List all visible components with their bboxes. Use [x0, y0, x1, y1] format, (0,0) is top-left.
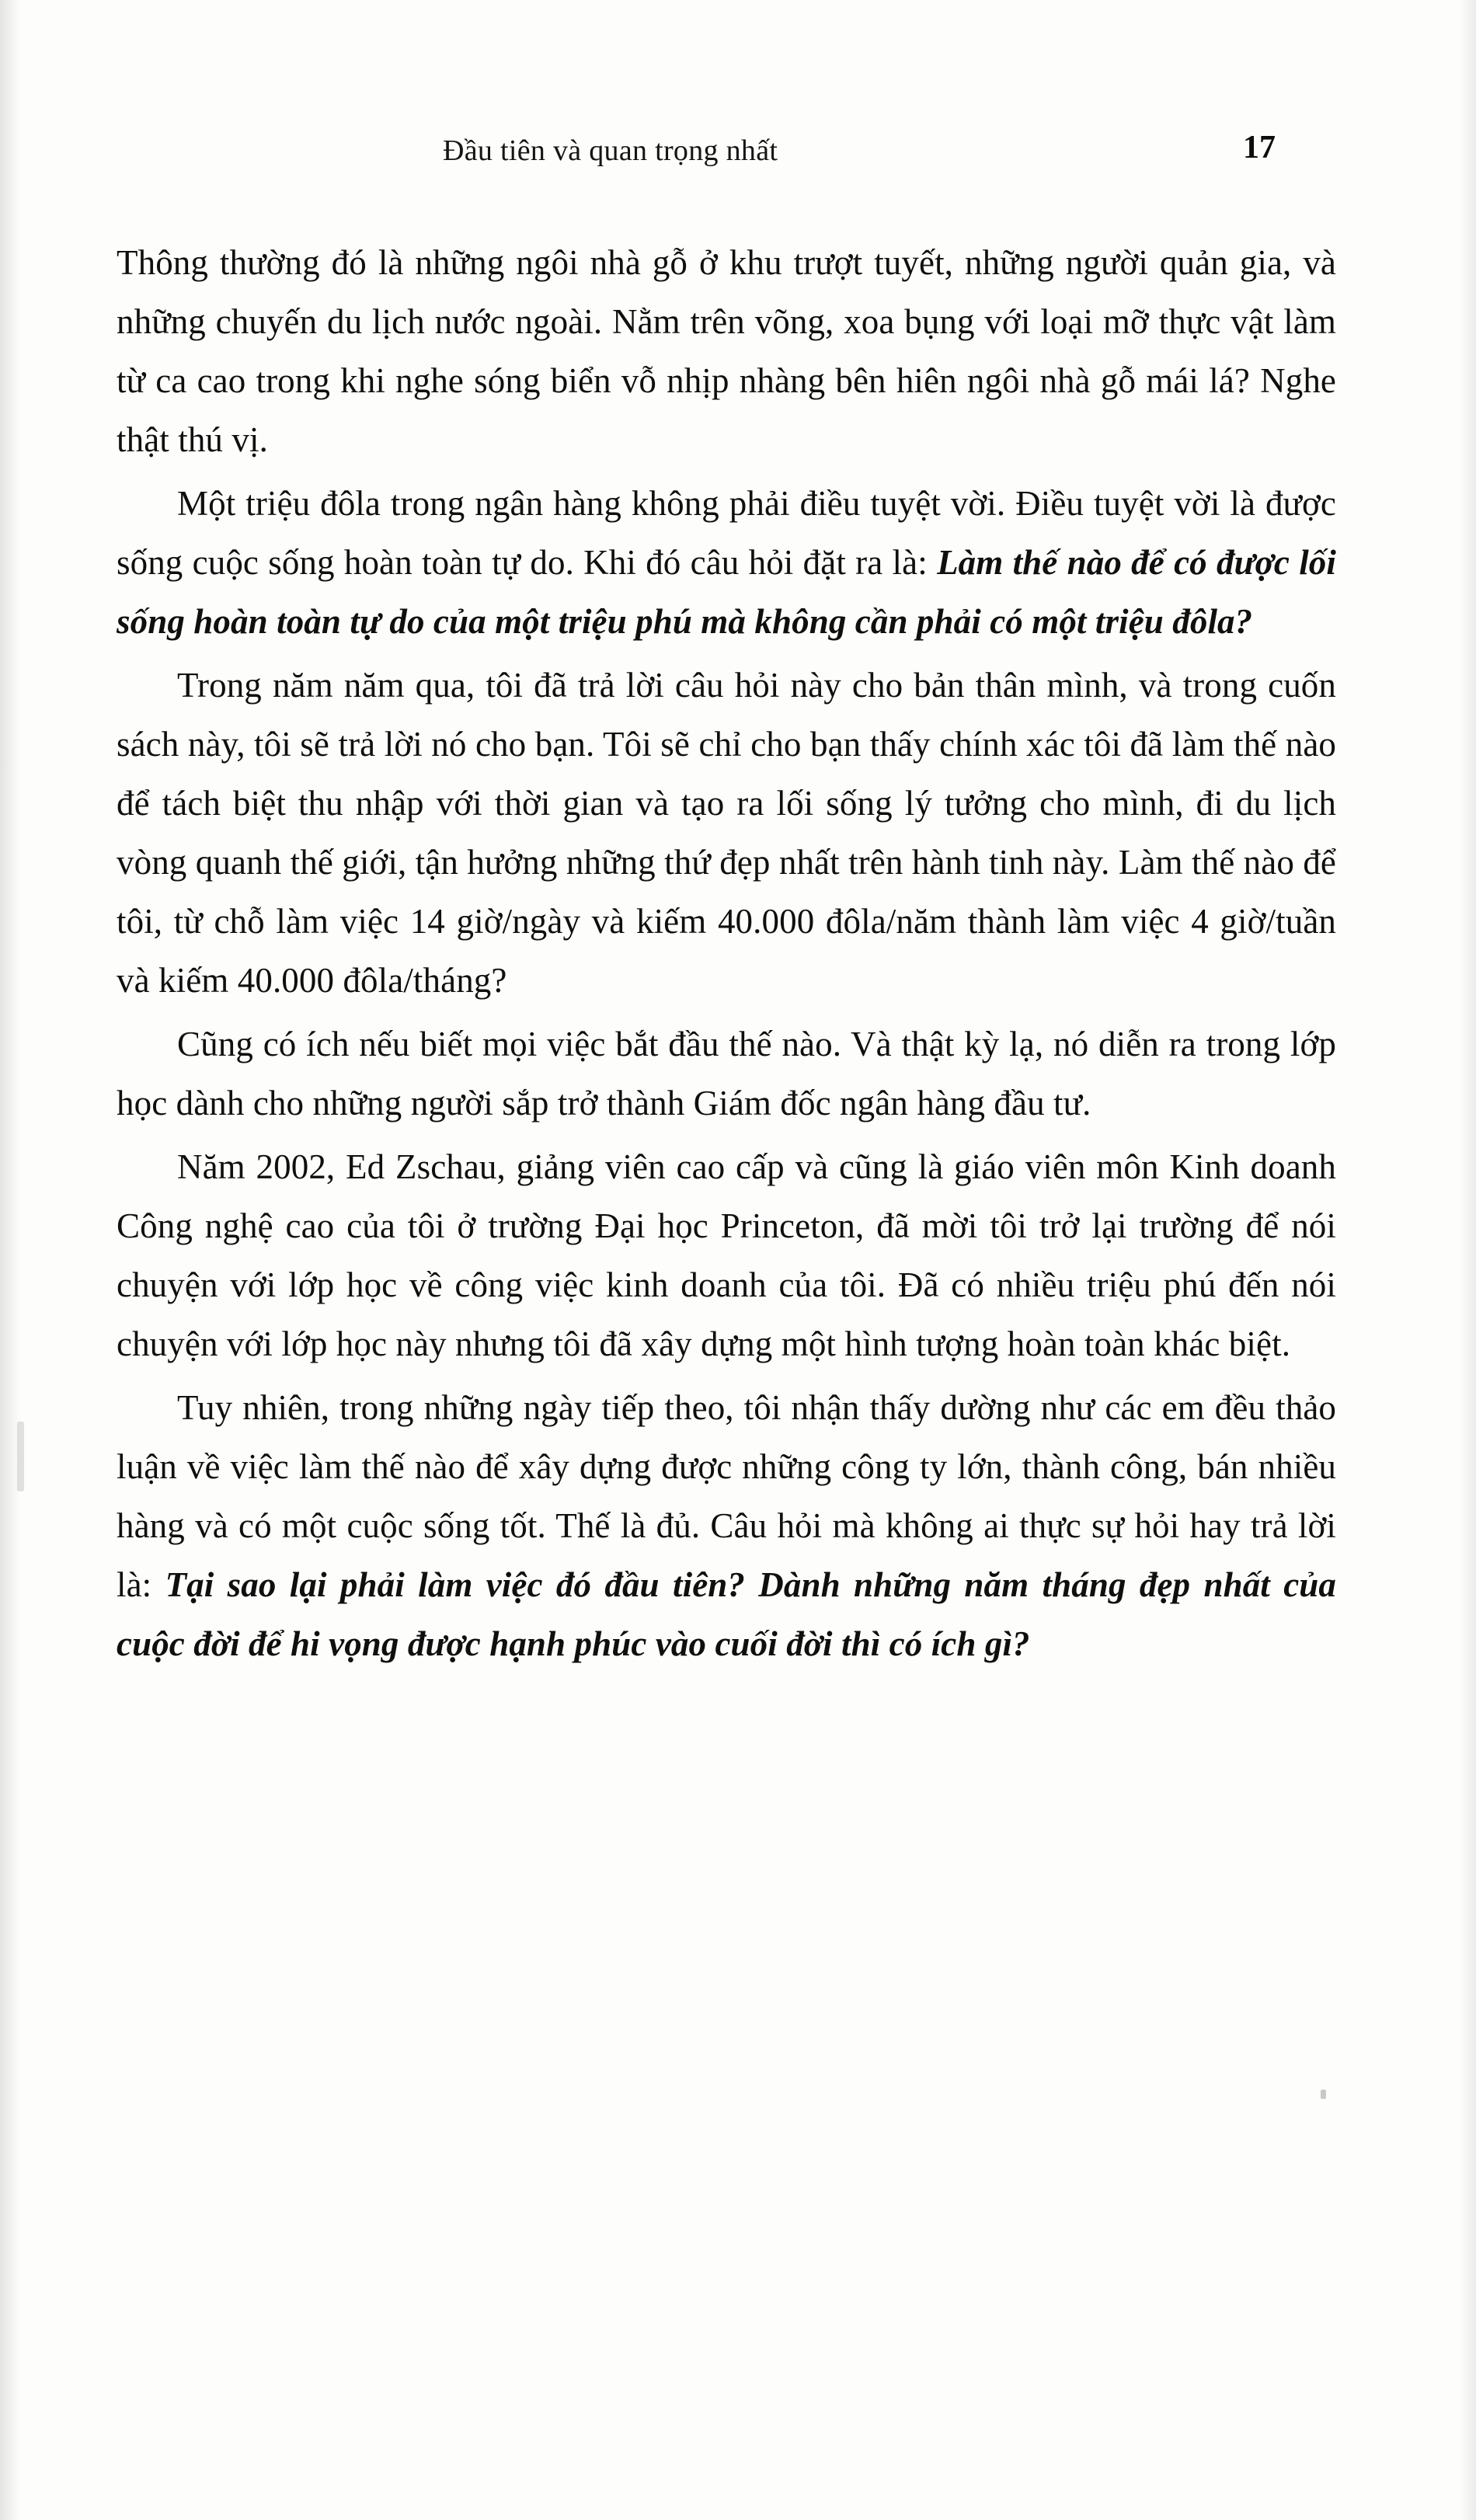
- paragraph: [117, 1378, 1336, 1673]
- page-content: [117, 0, 1359, 1678]
- paragraph: [117, 1137, 1336, 1373]
- emphasis-text: Làm thế nào để có được lối sống hoàn toàn tự do của một triệu phú mà không cần phải có một triệu đôla?: [117, 543, 1336, 641]
- emphasis-text: Tại sao lại phải làm việc đó đầu tiên? Dành những năm tháng đẹp nhất của cuộc đời để hi vọng được hạnh phúc vào cuối đời thì có ích gì?: [117, 1565, 1336, 1663]
- body-text: [117, 233, 1336, 1673]
- body-run: Thông thường đó là những ngôi nhà gỗ ở khu trượt tuyết, những người quản gia, và những chuyến du lịch nước ngoài. Nằm trên võng, xoa bụng với loại mỡ thực vật làm từ ca cao trong khi nghe sóng biển vỗ nhịp nhàng bên hiên ngôi nhà gỗ mái lá? Nghe thật thú vị.: [117, 243, 1336, 459]
- body-run: Năm 2002, Ed Zschau, giảng viên cao cấp và cũng là giáo viên môn Kinh doanh Công nghệ cao của tôi ở trường Đại học Princeton, đã mời tôi trở lại trường để nói chuyện với lớp học về công việc kinh doanh của tôi. Đã có nhiều triệu phú đến nói chuyện với lớp học này nhưng tôi đã xây dựng một hình tượng hoàn toàn khác biệt.: [117, 1147, 1336, 1363]
- scan-edge-mark: [17, 1422, 24, 1491]
- body-run: Tuy nhiên, trong những ngày tiếp theo, tôi nhận thấy dường như các em đều thảo luận về việc làm thế nào để xây dựng được những công ty lớn, thành công, bán nhiều hàng và có một cuộc sống tốt. Thế là đủ. Câu hỏi mà không ai thực sự hỏi hay trả lời là:: [117, 1388, 1336, 1604]
- body-run: Một triệu đôla trong ngân hàng không phải điều tuyệt vời. Điều tuyệt vời là được sống cuộc sống hoàn toàn tự do. Khi đó câu hỏi đặt ra là:: [117, 484, 1336, 582]
- page-number: 17: [1243, 130, 1276, 165]
- body-run: Trong năm năm qua, tôi đã trả lời câu hỏi này cho bản thân mình, và trong cuốn sách này, tôi sẽ trả lời nó cho bạn. Tôi sẽ chỉ cho bạn thấy chính xác tôi đã làm thế nào để tách biệt thu nhập với thời gian và tạo ra lối sống lý tưởng cho mình, đi du lịch vòng quanh thế giới, tận hưởng những thứ đẹp nhất trên hành tinh này. Làm thế nào để tôi, từ chỗ làm việc 14 giờ/ngày và kiếm 40.000 đôla/năm thành làm việc 4 giờ/tuần và kiếm 40.000 đôla/tháng?: [117, 666, 1336, 1000]
- paragraph: [117, 656, 1336, 1010]
- body-run: Cũng có ích nếu biết mọi việc bắt đầu thế nào. Và thật kỳ lạ, nó diễn ra trong lớp học dành cho những người sắp trở thành Giám đốc ngân hàng đầu tư.: [117, 1025, 1336, 1123]
- running-head: Đầu tiên và quan trọng nhất: [443, 134, 778, 167]
- paragraph: [117, 474, 1336, 651]
- scan-speck: [1321, 2090, 1326, 2099]
- page-header: [117, 117, 1359, 210]
- paragraph: [117, 1015, 1336, 1133]
- paragraph: [117, 233, 1336, 469]
